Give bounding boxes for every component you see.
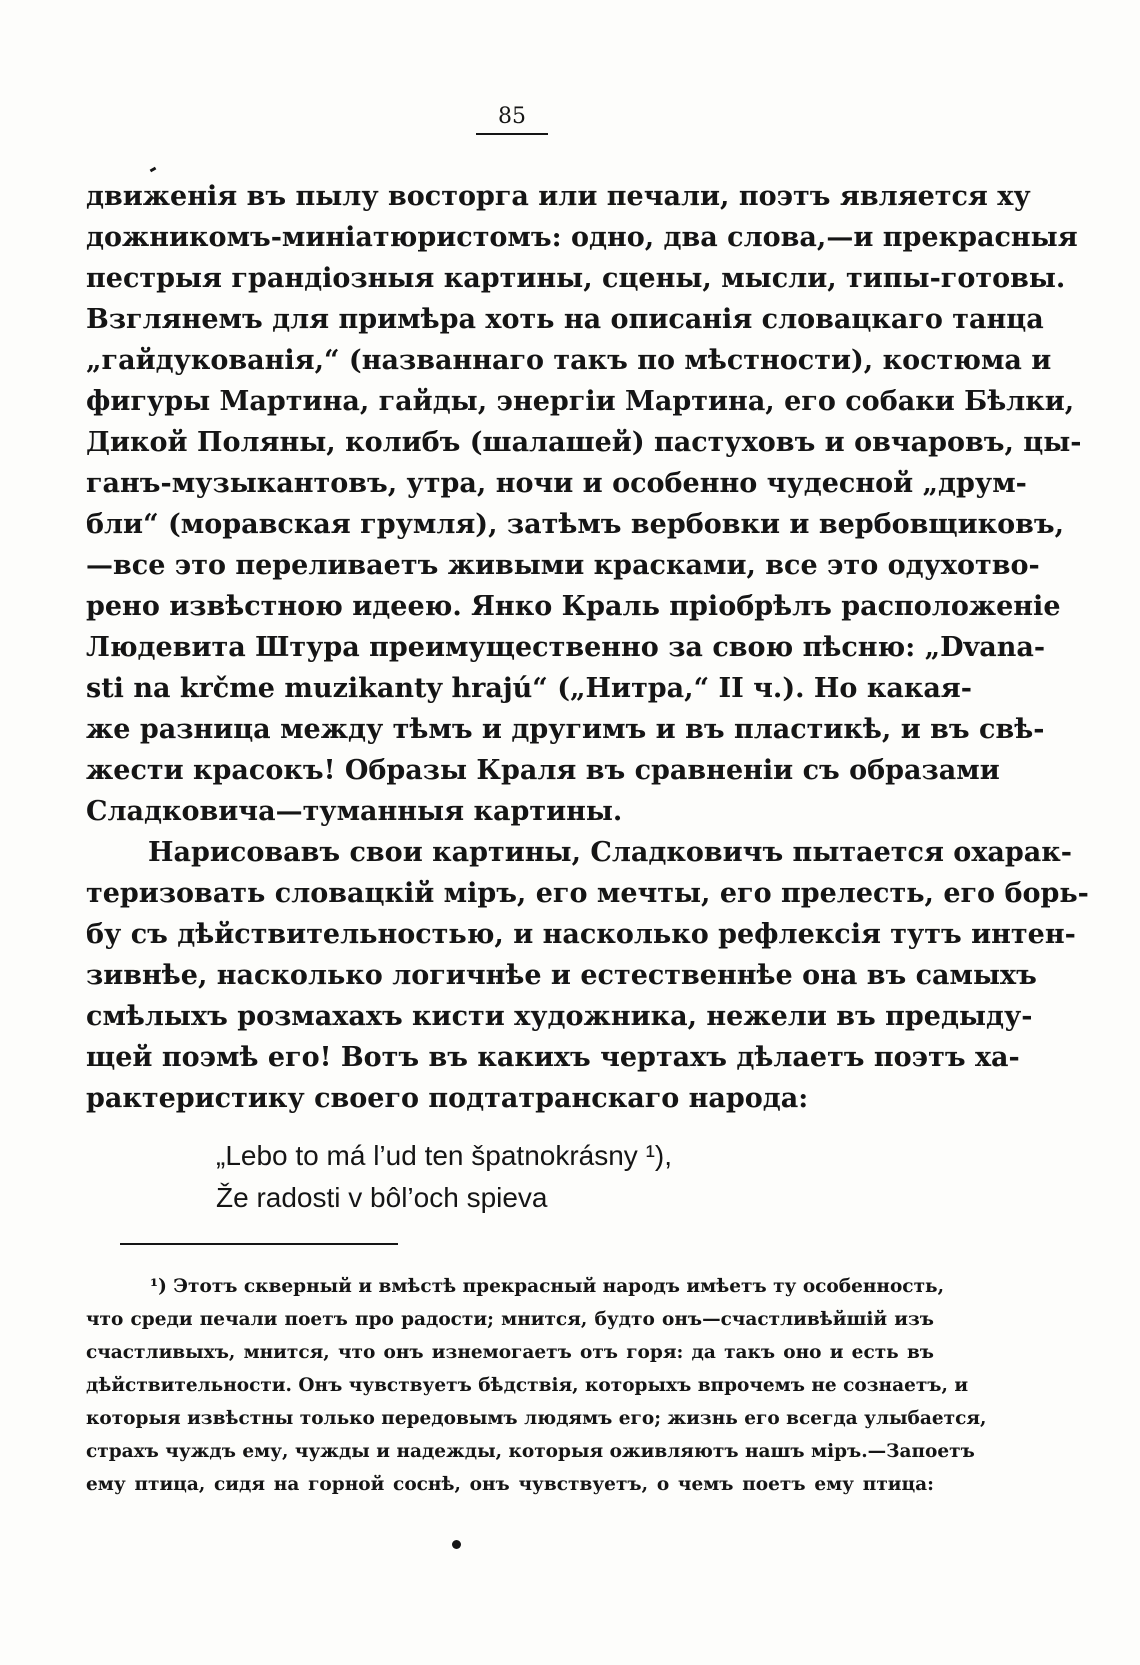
text-line: фигуры Мартина, гайды, энергіи Мартина, его собаки Бѣлки, [86, 386, 1075, 417]
text-line: ганъ-музыкантовъ, утра, ночи и особенно чудесной „друм- [86, 468, 1027, 499]
text-line: рено извѣстною идеею. Янко Краль пріобрѣлъ расположеніе [86, 591, 1061, 622]
text-line: Людевита Штура преимущественно за свою пѣсню: „Dvana- [86, 632, 1046, 663]
text-line: зивнѣе, насколько логичнѣе и естественнѣе она въ самыхъ [86, 960, 1037, 991]
text-line: Сладковича—туманныя картины. [86, 796, 623, 827]
text-line: пестрыя грандіозныя картины, сцены, мысли, типы-готовы. [86, 263, 1066, 294]
footnote-line: которыя извѣстны только передовымъ людямъ его; жизнь его всегда улыбается, [86, 1408, 987, 1429]
footnote-line: ¹) Этотъ скверный и вмѣстѣ прекрасный народъ имѣетъ ту особенность, [150, 1276, 945, 1297]
footnote-line: дѣйствительности. Онъ чувствуетъ бѣдствія, которыхъ впрочемъ не сознаетъ, и [86, 1375, 969, 1396]
text-line: бу съ дѣйствительностью, и насколько рефлексія тутъ интен- [86, 919, 1076, 950]
verse-quote [216, 1135, 776, 1219]
footnote-line: ему птица, сидя на горной соснѣ, онъ чувствуетъ, о чемъ поетъ ему птица: [86, 1474, 934, 1495]
footnote [86, 1270, 987, 1501]
ink-mark [150, 167, 157, 173]
text-line: Дикой Поляны, колибъ (шалашей) пастуховъ и овчаровъ, цы- [86, 427, 1082, 458]
footnote-line: что среди печали поетъ про радости; мнится, будто онъ—счастливѣйшій изъ [86, 1309, 934, 1330]
body-text [86, 176, 1089, 1119]
text-line: рактеристику своего подтатранскаго народа: [86, 1083, 809, 1114]
text-line: Взглянемъ для примѣра хоть на описанія словацкаго танца [86, 304, 1044, 335]
text-line: дожникомъ-миніатюристомъ: одно, два слова,—и прекрасныя [86, 222, 1078, 253]
page-number: 85 [476, 104, 548, 135]
text-line: щей поэмѣ его! Вотъ въ какихъ чертахъ дѣлаетъ поэтъ ха- [86, 1042, 1020, 1073]
paragraph-first-line: Нарисовавъ свои картины, Сладковичъ пытается охарак- [148, 837, 1072, 868]
text-line: sti na krčme muzikanty hrajú“ („Нитра,“ II ч.). Но какая- [86, 673, 972, 704]
text-line: же разница между тѣмъ и другимъ и въ пластикѣ, и въ свѣ- [86, 714, 1045, 745]
footnote-divider [120, 1243, 398, 1245]
verse-line: „Lebo to má l’ud ten špatnokrásny ¹), [216, 1140, 673, 1171]
text-line: бли“ (моравская грумля), затѣмъ вербовки и вербовщиковъ, [86, 509, 1065, 540]
footnote-line: страхъ чуждъ ему, чужды и надежды, которыя оживляютъ нашъ міръ.—Запоетъ [86, 1441, 975, 1462]
text-line: смѣлыхъ розмахахъ кисти художника, нежели въ предыду- [86, 1001, 1033, 1032]
text-line: теризовать словацкій міръ, его мечты, его прелесть, его борь- [86, 878, 1089, 909]
footnote-line: счастливыхъ, мнится, что онъ изнемогаетъ отъ горя: да такъ оно и есть въ [86, 1342, 934, 1363]
text-line: —все это переливаетъ живыми красками, все это одухотво- [86, 550, 1040, 581]
text-line: жести красокъ! Образы Краля въ сравненіи съ образами [86, 755, 1000, 786]
text-line: движенія въ пылу восторга или печали, поэтъ является ху [86, 181, 1031, 212]
verse-line: Že radosti v bôl’och spieva [216, 1182, 548, 1213]
text-line: „гайдукованія,“ (названнаго такъ по мѣстности), костюма и [86, 345, 1052, 376]
ink-blot [452, 1540, 461, 1549]
